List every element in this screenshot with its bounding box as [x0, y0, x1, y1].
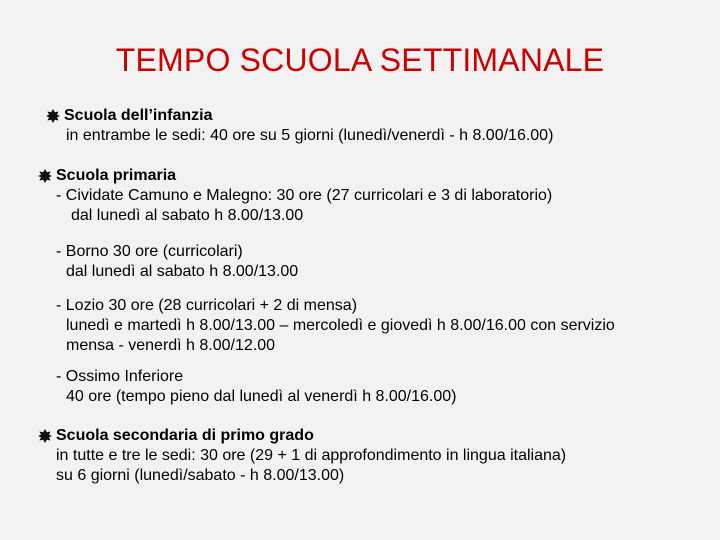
- section-secondaria: [38, 426, 566, 486]
- gear-bullet-icon: [38, 169, 52, 183]
- text-line: in tutte e tre le sedi: 30 ore (29 + 1 di approfondimento in lingua italiana): [56, 447, 567, 464]
- text-line: 40 ore (tempo pieno dal lunedì al venerdì h 8.00/16.00): [66, 388, 457, 405]
- subsection-lozio: [56, 296, 615, 356]
- section-heading-text: Scuola dell’infanzia: [64, 107, 213, 124]
- text-line: mensa - venerdì h 8.00/12.00: [66, 337, 276, 354]
- subsection-ossimo: [56, 367, 457, 407]
- text-line: - Cividate Camuno e Malegno: 30 ore (27 curricolari e 3 di laboratorio): [56, 187, 553, 204]
- section-heading-text: Scuola secondaria di primo grado: [56, 427, 314, 444]
- page-title: TEMPO SCUOLA SETTIMANALE: [115, 42, 605, 78]
- text-line: dal lunedì al sabato h 8.00/13.00: [71, 207, 304, 224]
- section-heading: [38, 426, 566, 446]
- section-infanzia: [46, 106, 553, 146]
- text-line: dal lunedì al sabato h 8.00/13.00: [66, 263, 299, 280]
- text-line: - Borno 30 ore (curricolari): [56, 243, 243, 260]
- section-primaria: [38, 166, 552, 226]
- text-line: in entrambe le sedi: 40 ore su 5 giorni (lunedì/venerdì - h 8.00/16.00): [66, 127, 554, 144]
- gear-bullet-icon: [46, 109, 60, 123]
- text-line: su 6 giorni (lunedì/sabato - h 8.00/13.00): [56, 467, 345, 484]
- subsection-borno: [56, 242, 298, 282]
- section-heading: [38, 166, 552, 186]
- section-heading: [46, 106, 553, 126]
- gear-bullet-icon: [38, 429, 52, 443]
- text-line: - Lozio 30 ore (28 curricolari + 2 di mensa): [56, 297, 358, 314]
- text-line: - Ossimo Inferiore: [56, 368, 184, 385]
- section-heading-text: Scuola primaria: [56, 167, 177, 184]
- text-line: lunedì e martedì h 8.00/13.00 – mercoledì e giovedì h 8.00/16.00 con servizio: [66, 317, 615, 334]
